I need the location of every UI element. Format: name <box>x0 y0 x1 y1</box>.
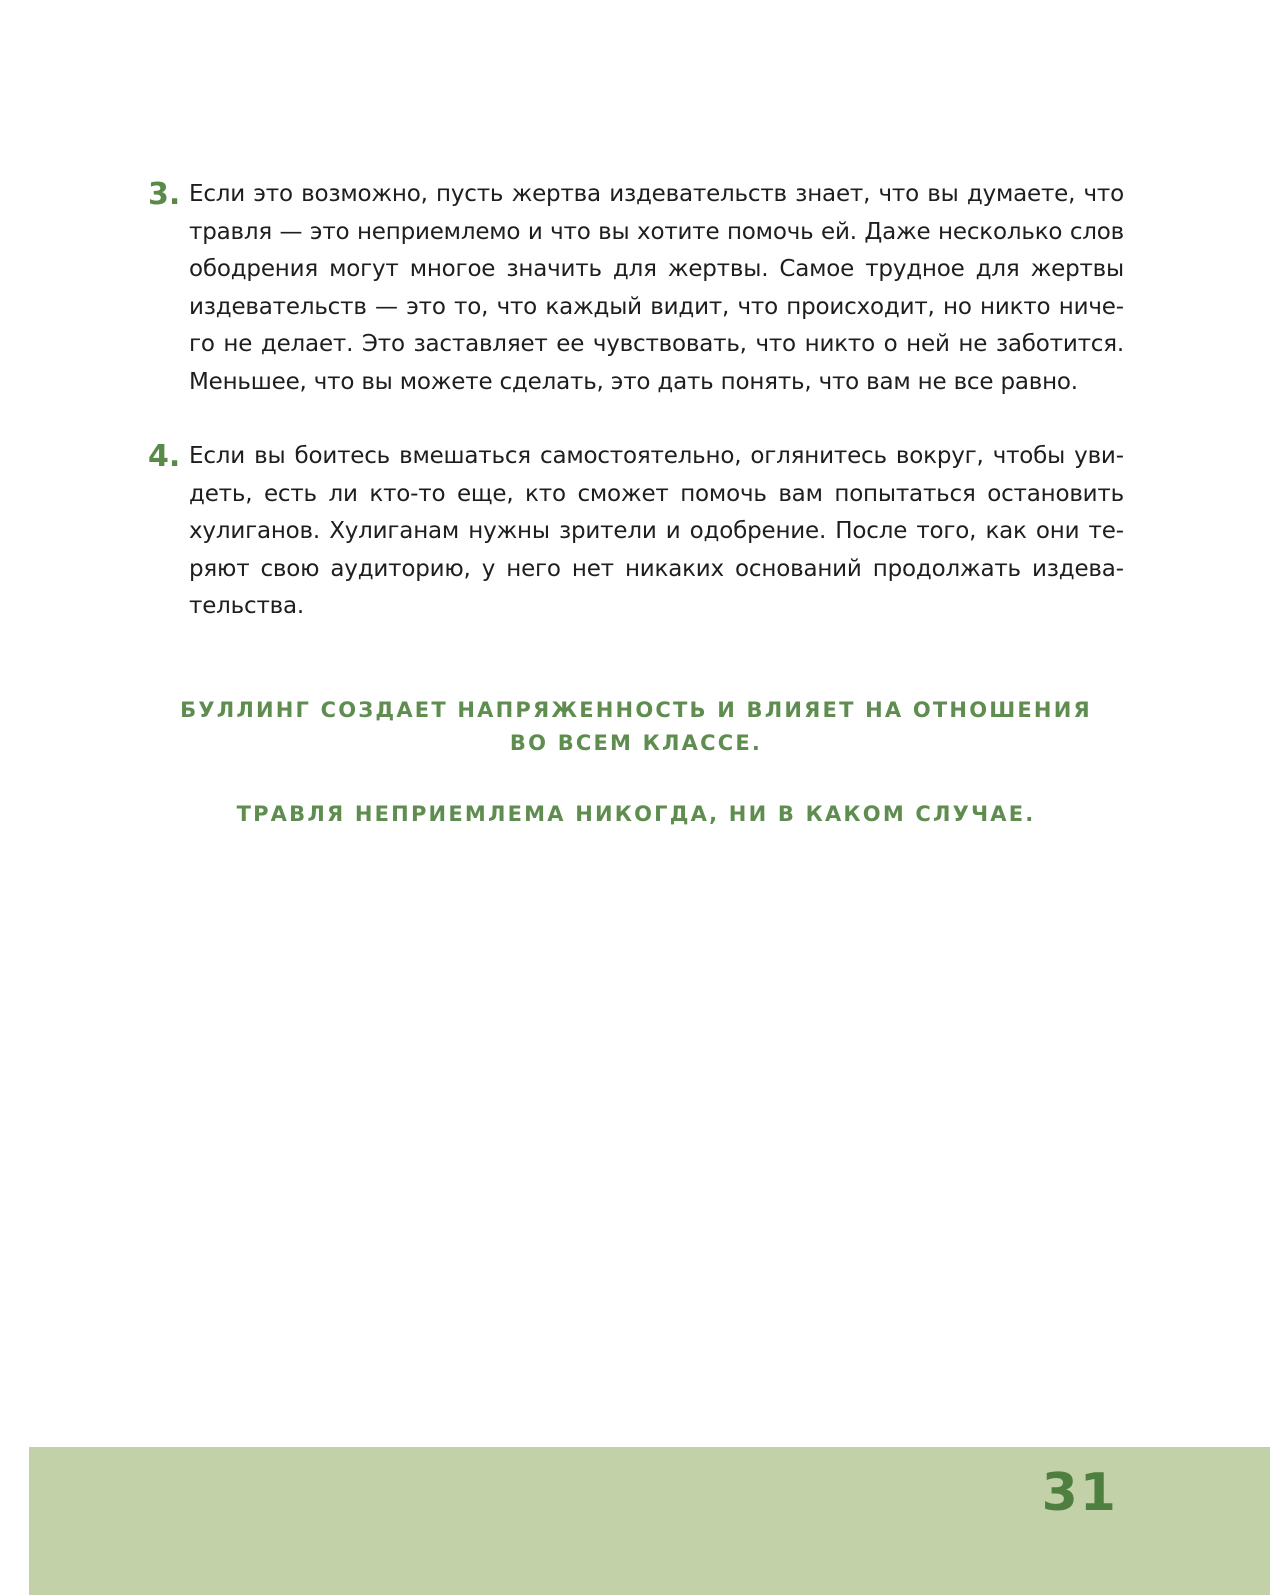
list-item <box>148 176 1124 401</box>
callout-bullying-tension <box>148 694 1124 760</box>
numbered-list <box>148 176 1124 663</box>
list-item-text: Если это возможно, пусть жертва издевательств знает, что вы думаете, что травля — это неприемлемо и что вы хотите помочь ей. Даже несколько слов ободрения могут многое значить для жертвы. Самое трудное для жертвы издевательств — это то, что каждый видит, что происходит, но никто ничего не делает. Это заставляет ее чувствовать, что никто о ней не заботится. Меньшее, что вы можете сделать, это дать понять, что вам не все равно. <box>189 181 1124 395</box>
callout-line: БУЛЛИНГ СОЗДАЕТ НАПРЯЖЕННОСТЬ И ВЛИЯЕТ НА ОТНОШЕНИЯ <box>180 698 1092 722</box>
page-number: 31 <box>1041 1463 1118 1523</box>
list-item-text: Если вы боитесь вмешаться самостоятельно, оглянитесь вокруг, чтобы увидеть, есть ли кто-то еще, кто сможет помочь вам попытаться остановить хулиганов. Хулиганам нужны зрители и одобрение. После того, как они теряют свою аудиторию, у него нет никаких оснований продолжать издевательства. <box>189 443 1124 619</box>
callout-never-acceptable: ТРАВЛЯ НЕПРИЕМЛЕМА НИКОГДА, НИ В КАКОМ СЛУЧАЕ. <box>236 802 1036 826</box>
list-item-number: 4. <box>148 439 181 474</box>
list-item-number: 3. <box>148 177 181 212</box>
callout-line: ВО ВСЕМ КЛАССЕ. <box>509 731 763 755</box>
list-item <box>148 438 1124 626</box>
